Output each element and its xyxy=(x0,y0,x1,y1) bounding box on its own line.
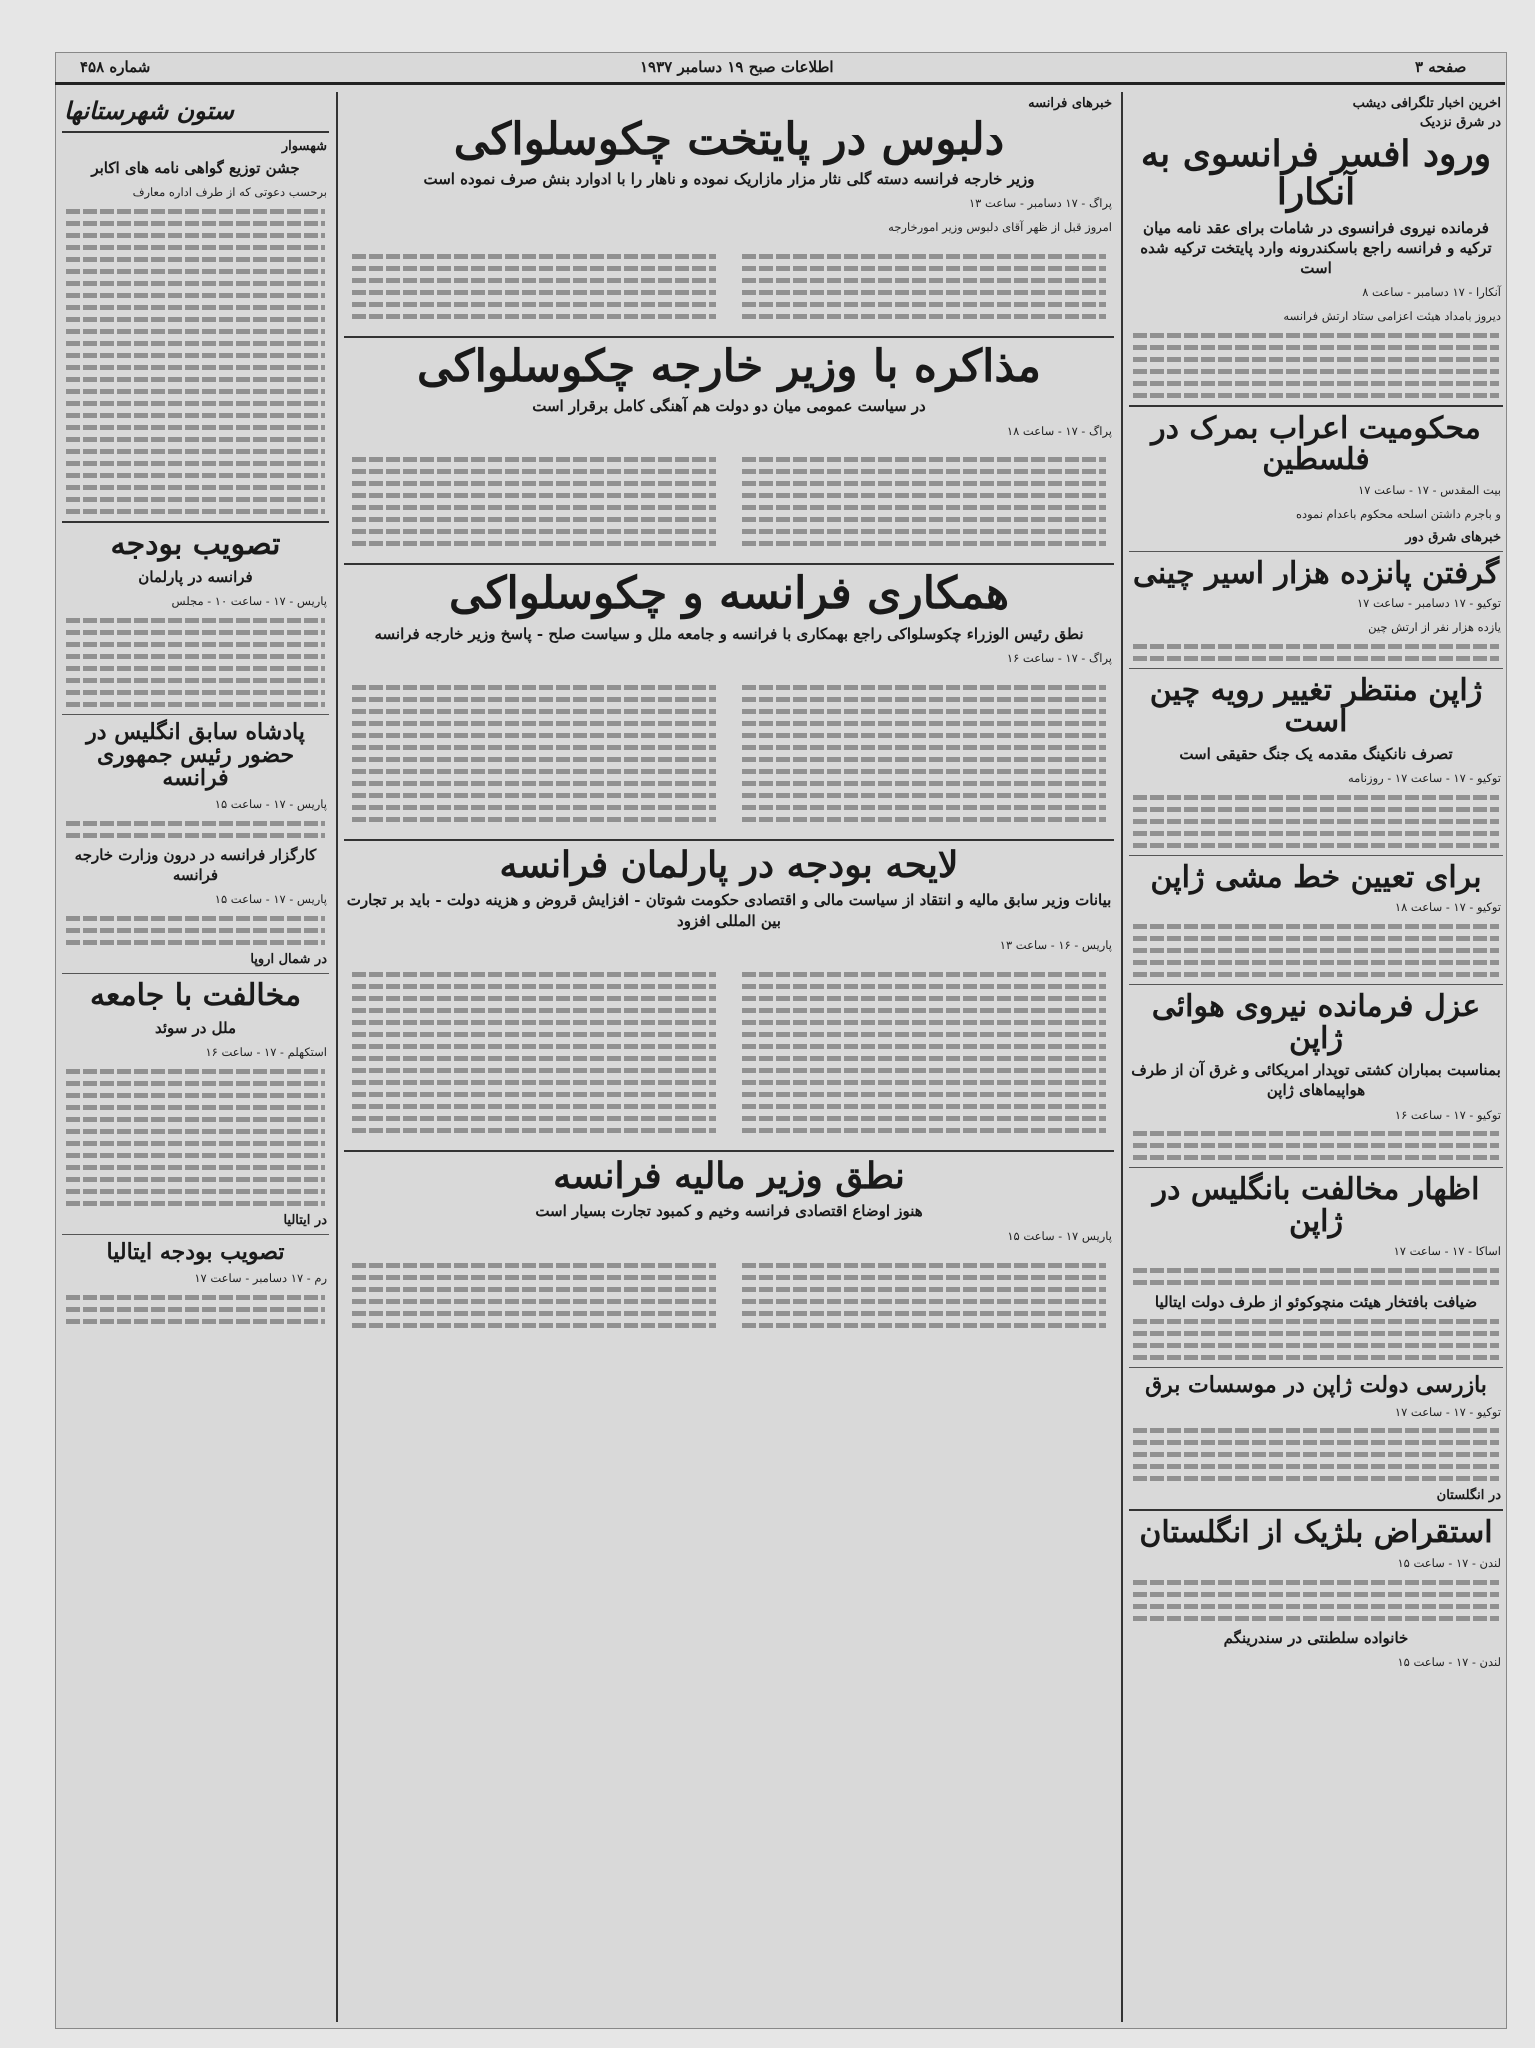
subheadline: نطق رئیس الوزراء چکوسلواکی راجع بهمکاری با فرانسه و جامعه ملل و سیاست صلح - پاسخ وزیر خارجه فرانسه xyxy=(374,624,1084,643)
section-kicker: خبرهای شرق دور xyxy=(1405,529,1501,545)
headline: لایحه بودجه در پارلمان فرانسه xyxy=(499,843,959,886)
article-body xyxy=(66,916,325,945)
dateline: پراگ - ۱۷ - ساعت ۱۸ xyxy=(1006,423,1112,438)
headline: نطق وزیر مالیه فرانسه xyxy=(553,1154,905,1197)
divider xyxy=(1129,405,1503,407)
divider xyxy=(1129,668,1503,669)
subheadline: ضیافت بافتخار هیئت منچوکوئو از طرف دولت ایتالیا xyxy=(1154,1293,1478,1312)
headline: دلبوس در پایتخت چکوسلواکی xyxy=(453,114,1005,165)
subheadline: ملل در سوئد xyxy=(154,1018,237,1037)
middle-column xyxy=(340,92,1118,2027)
section-kicker: خبرهای فرانسه xyxy=(1028,96,1112,111)
subheadline: هنوز اوضاع اقتصادی فرانسه وخیم و کمبود تجارت بسیار است xyxy=(535,1202,923,1221)
article-body xyxy=(1133,1319,1499,1360)
article-body xyxy=(66,1069,325,1206)
section-kicker: اخرین اخبار تلگرافی دیشب xyxy=(1352,96,1501,111)
article-body xyxy=(66,618,325,707)
article-body xyxy=(344,961,1114,1144)
headline: ورود افسر فرانسوی به آنکارا xyxy=(1140,133,1492,213)
subheadline: فرمانده نیروی فرانسوی در شامات برای عقد نامه میان ترکیه و فرانسه راجع باسکندرونه وارد پایتخت ترکیه شده است xyxy=(1140,218,1492,278)
section-kicker: در شمال اروپا xyxy=(250,952,327,968)
subheadline: خانواده سلطنتی در سندرینگم xyxy=(1223,1628,1409,1647)
dateline: بیت المقدس - ۱۷ - ساعت ۱۷ xyxy=(1358,482,1501,497)
subheadline: وزیر خارجه فرانسه دسته گلی نثار مزار مازاریک نموده و ناهار را با ادوارد بنش صرف نموده است xyxy=(423,170,1035,189)
dateline: پراگ - ۱۷ دسامبر - ساعت ۱۳ xyxy=(969,196,1112,211)
subheadline: کارگزار فرانسه در درون وزارت خارجه فرانسه xyxy=(74,845,317,884)
section-kicker: در ایتالیا xyxy=(283,1212,327,1228)
divider xyxy=(1129,1167,1503,1168)
page-header-title: اطلاعات صبح ۱۹ دسامبر ۱۹۳۷ xyxy=(640,58,834,76)
section-kicker: در شرق نزدیک xyxy=(1419,115,1501,130)
article-body xyxy=(1133,795,1499,848)
dateline: توکیو - ۱۷ - ساعت ۱۷ xyxy=(1394,1404,1501,1419)
divider xyxy=(62,1234,329,1235)
column-divider xyxy=(1121,92,1123,2022)
column-masthead: ستون شهرستانها xyxy=(64,96,234,125)
subheadline: بمناسبت بمباران کشتی توپدار امریکائی و غرق آن از طرف هواپیماهای ژاپن xyxy=(1131,1061,1501,1100)
headline: پادشاه سابق انگلیس در حضور رئیس جمهوری فرانسه xyxy=(86,718,305,791)
dateline: لندن - ۱۷ - ساعت ۱۵ xyxy=(1397,1654,1501,1669)
subheadline: بیانات وزیر سابق مالیه و انتقاد از سیاست مالی و اقتصادی حکومت شوتان - افزایش قروض و هزینه دولت - باید بر تجارت بین المللی افزود xyxy=(346,891,1112,930)
article-body xyxy=(344,446,1114,557)
dateline: پاریس - ۱۶ - ساعت ۱۳ xyxy=(999,937,1112,952)
divider xyxy=(62,973,329,974)
dateline: استکهلم - ۱۷ - ساعت ۱۶ xyxy=(205,1044,327,1059)
headline: گرفتن پانزده هزار اسیر چینی xyxy=(1132,555,1500,591)
subheadline: فرانسه در پارلمان xyxy=(138,567,253,586)
article-text: و باجرم داشتن اسلحه محکوم باعدام نموده xyxy=(1295,506,1501,521)
article-body xyxy=(1133,1268,1499,1285)
headline: استقراض بلژیک از انگلستان xyxy=(1139,1515,1493,1551)
subheadline: جشن توزیع گواهی نامه های اکابر xyxy=(91,159,300,177)
article-body xyxy=(66,209,325,514)
page-number: صفحه ۳ xyxy=(1415,58,1467,76)
dateline: توکیو - ۱۷ - ساعت ۱۷ - روزنامه xyxy=(1348,770,1501,785)
headline: اظهار مخالفت بانگلیس در ژاپن xyxy=(1152,1172,1480,1239)
divider xyxy=(1129,984,1503,985)
divider xyxy=(1129,1367,1503,1368)
divider xyxy=(1129,855,1503,856)
right-column xyxy=(1125,92,1507,2027)
dateline: توکیو - ۱۷ - ساعت ۱۸ xyxy=(1394,900,1501,915)
article-body xyxy=(344,243,1114,330)
article-body xyxy=(344,1252,1114,1339)
subheadline: در سیاست عمومی میان دو دولت هم آهنگی کامل برقرار است xyxy=(532,397,926,416)
divider xyxy=(344,563,1114,565)
headline: محکومیت اعراب بمرک در فلسطین xyxy=(1151,410,1481,478)
dateline: پاریس ۱۷ - ساعت ۱۵ xyxy=(1007,1228,1112,1243)
headline: همکاری فرانسه و چکوسلواکی xyxy=(448,568,1010,620)
article-text: برحسب دعوتی که از طرف اداره معارف xyxy=(132,185,327,200)
divider xyxy=(62,521,329,523)
article-body xyxy=(1133,1131,1499,1160)
divider xyxy=(62,714,329,715)
dateline: آنکارا - ۱۷ دسامبر - ساعت ۸ xyxy=(1362,285,1501,300)
dateline: لندن - ۱۷ - ساعت ۱۵ xyxy=(1397,1555,1501,1570)
divider xyxy=(344,839,1114,841)
article-body xyxy=(66,821,325,838)
divider xyxy=(344,1150,1114,1152)
dateline: اساکا - ۱۷ - ساعت ۱۷ xyxy=(1393,1244,1501,1259)
divider xyxy=(62,131,329,133)
article-body xyxy=(1133,644,1499,661)
section-kicker: شهسوار xyxy=(281,139,327,154)
headline: تصویب بودجه ایتالیا xyxy=(106,1238,285,1265)
issue-number: شماره ۴۵۸ xyxy=(80,58,151,76)
headline: برای تعیین خط مشی ژاپن xyxy=(1150,859,1482,895)
section-kicker: در انگلستان xyxy=(1436,1488,1501,1504)
article-body xyxy=(1133,924,1499,977)
article-body xyxy=(344,674,1114,833)
headline: ژاپن منتظر تغییر رویه چین است xyxy=(1149,672,1483,740)
dateline: پاریس - ۱۷ - ساعت ۱۰ - مجلس xyxy=(171,593,327,608)
headline: مخالفت با جامعه xyxy=(89,978,302,1014)
dateline: توکیو - ۱۷ دسامبر - ساعت ۱۷ xyxy=(1357,596,1501,611)
article-body xyxy=(1133,333,1499,398)
headline: بازرسی دولت ژاپن در موسسات برق xyxy=(1145,1372,1487,1399)
article-body xyxy=(1133,1428,1499,1481)
subheadline: تصرف نانکینگ مقدمه یک جنگ حقیقی است xyxy=(1179,744,1453,763)
headline: عزل فرمانده نیروی هوائی ژاپن xyxy=(1151,989,1481,1056)
article-body xyxy=(1133,1580,1499,1621)
header-rule xyxy=(55,82,1505,85)
dateline: توکیو - ۱۷ - ساعت ۱۶ xyxy=(1394,1107,1501,1122)
divider xyxy=(344,336,1114,338)
article-text: دیروز بامداد هیئت اعزامی ستاد ارتش فرانسه xyxy=(1283,309,1501,324)
article-text: یازده هزار نفر از ارتش چین xyxy=(1368,619,1501,634)
article-body xyxy=(66,1295,325,1324)
article-text: امروز قبل از ظهر آقای دلبوس وزیر امورخارجه xyxy=(888,220,1112,235)
left-column xyxy=(58,92,333,2027)
dateline: پاریس - ۱۷ - ساعت ۱۵ xyxy=(214,796,327,811)
dateline: رم - ۱۷ دسامبر - ساعت ۱۷ xyxy=(194,1270,327,1285)
divider xyxy=(1129,551,1503,552)
headline: مذاکره با وزیر خارجه چکوسلواکی xyxy=(417,341,1041,393)
divider xyxy=(1129,1509,1503,1511)
headline: تصویب بودجه xyxy=(110,527,281,563)
dateline: پراگ - ۱۷ - ساعت ۱۶ xyxy=(1006,650,1112,665)
column-divider xyxy=(336,92,338,2022)
dateline: پاریس - ۱۷ - ساعت ۱۵ xyxy=(214,892,327,907)
